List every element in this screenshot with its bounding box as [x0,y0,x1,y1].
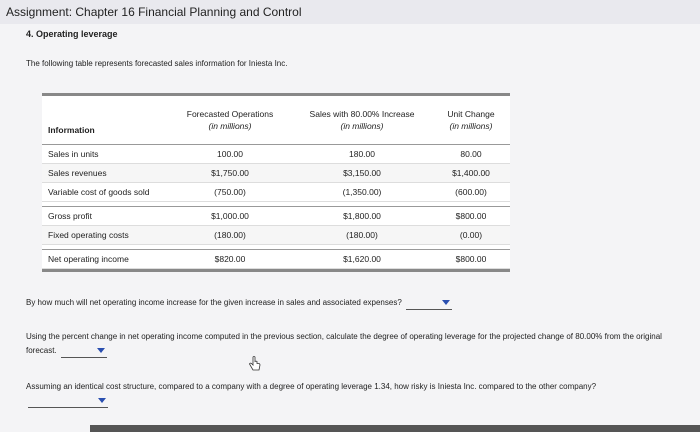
hand-cursor-icon [248,356,262,372]
increase-value: $3,150.00 [343,168,381,178]
forecast-value: (180.00) [214,230,246,240]
section-title: 4. Operating leverage [26,29,118,39]
row-label: Sales revenues [48,168,107,178]
increase-value: $1,620.00 [343,254,381,264]
header-forecast-title: Forecasted Operations [186,109,274,119]
unit-value: $800.00 [455,254,487,264]
increase-value: $1,800.00 [343,211,381,221]
row-label: Variable cost of goods sold [48,187,150,197]
unit-value: (0.00) [459,230,483,240]
row-label: Sales in units [48,149,99,159]
table-row [42,145,510,164]
table-row [42,249,510,269]
header-unit-sub: (in millions) [449,121,493,131]
header-forecast [174,108,286,132]
chevron-down-icon [442,300,450,305]
header-unit [438,108,504,132]
row-label: Gross profit [48,211,92,221]
increase-value: 180.00 [349,149,375,159]
bottom-bar [90,425,700,432]
header-increase-title: Sales with 80.00% Increase [309,109,415,119]
header-unit-title: Unit Change [447,109,495,119]
unit-value: (600.00) [455,187,487,197]
chevron-down-icon [98,398,106,403]
forecast-value: $820.00 [214,254,246,264]
answer-2-dropdown[interactable] [61,347,107,358]
header-information: Information [48,125,95,135]
row-label: Fixed operating costs [48,230,129,240]
unit-value: 80.00 [460,149,482,159]
table-row [42,164,510,183]
table-row [42,183,510,202]
unit-value: $800.00 [455,211,487,221]
table-header [42,96,510,145]
unit-value: $1,400.00 [452,168,490,178]
question-2 [26,330,666,358]
question-1-text: By how much will net operating income increase for the given increase in sales and associated expenses? [26,298,402,307]
forecast-value: (750.00) [214,187,246,197]
forecast-value: 100.00 [217,149,243,159]
header-increase [294,108,430,132]
question-3 [26,380,666,408]
table-row [42,206,510,226]
chevron-down-icon [97,348,105,353]
assignment-title: Assignment: Chapter 16 Financial Planning and Control [6,5,302,19]
forecast-value: $1,750.00 [211,168,249,178]
increase-value: (1,350.00) [342,187,382,197]
sales-table [42,93,510,272]
question-3-text: Assuming an identical cost structure, compared to a company with a degree of operating leverage 1.34, how risky is Iniesta Inc. compared to the other company? [26,382,597,391]
forecast-value: $1,000.00 [211,211,249,221]
answer-3-dropdown[interactable] [28,397,108,408]
question-1 [26,296,526,310]
question-2-text: Using the percent change in net operating income computed in the previous section, calculate the degree of operating leverage for the projected change of 80.00% from the original forecast. [26,332,662,355]
increase-value: (180.00) [346,230,378,240]
table-row [42,226,510,245]
title-bar [0,0,700,24]
intro-text: The following table represents forecasted sales information for Iniesta Inc. [26,59,288,68]
answer-1-dropdown[interactable] [406,299,452,310]
header-forecast-sub: (in millions) [208,121,252,131]
header-increase-sub: (in millions) [340,121,384,131]
row-label: Net operating income [48,254,129,264]
